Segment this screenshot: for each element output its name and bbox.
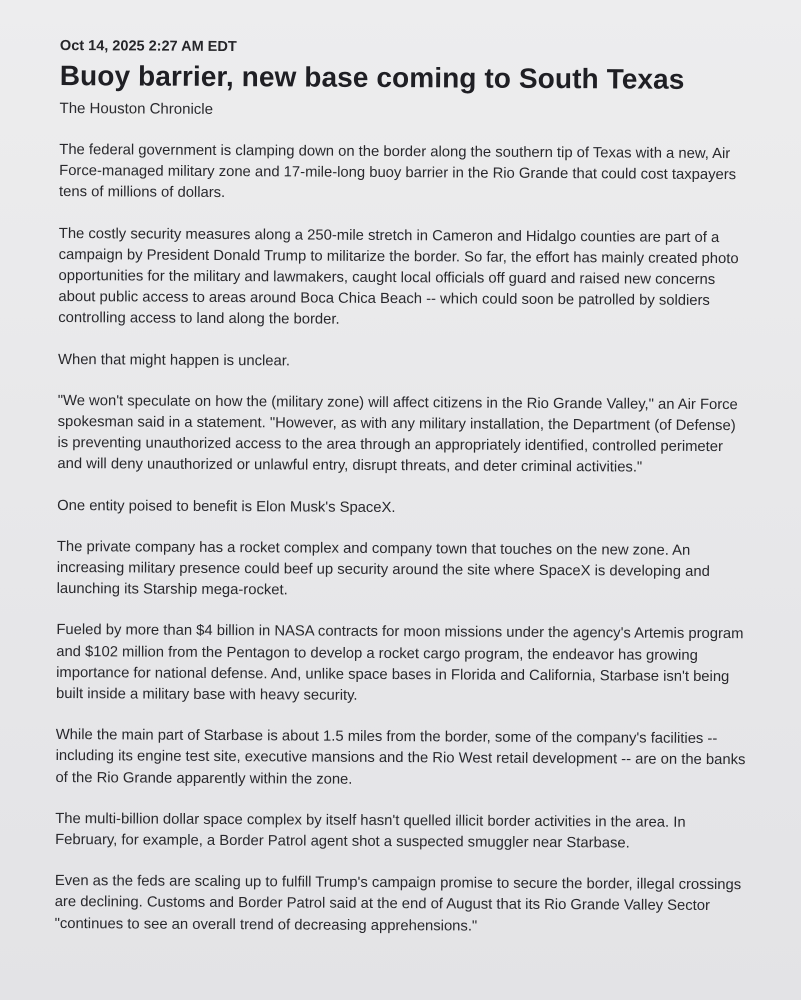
article-paragraph: When that might happen is unclear.: [57, 351, 291, 370]
article-dateline: Oct 14, 2025 2:27 AM EDT: [59, 38, 237, 56]
article-source: The Houston Chronicle: [59, 99, 214, 118]
article-paragraph: The federal government is clamping down on the border along the southern tip of Texas with a new, Air Force-managed military zone and 17-mile-long buoy barrier in the Rio Grande that could cost taxpayers tens of millions of dollars.: [59, 141, 737, 202]
article-paragraph: "We won't speculate on how the (military zone) will affect citizens in the Rio Grande Valley," an Air Force spokesman said in a statement. "However, as with any military installation, the Department (of Defense) is preventing unauthorized access to the area through an appropriately identified, controlled perimeter and will deny unauthorized or unlawful entry, disrupt threats, and deter criminal activities.": [57, 392, 738, 477]
article-paragraph: The multi-billion dollar space complex by itself hasn't quelled illicit border activities in the area. In February, for example, a Border Patrol agent shot a suspected smuggler near Starbase.: [55, 810, 686, 852]
article-paragraph: One entity poised to benefit is Elon Musk's SpaceX.: [57, 497, 396, 516]
article-paragraph: The private company has a rocket complex and company town that touches on the new zone. An increasing military presence could beef up security around the site where SpaceX is developing and launching its Starship mega-rocket.: [56, 538, 710, 599]
article: [54, 38, 750, 959]
article-paragraph: While the main part of Starbase is about 1.5 miles from the border, some of the company's facilities -- including its engine test site, executive mansions and the Rio West retail development -- are on the banks of the Rio Grande apparently within the zone.: [55, 727, 746, 788]
article-paragraph: Even as the feds are scaling up to fulfill Trump's campaign promise to secure the border, illegal crossings are declining. Customs and Border Patrol said at the end of August that its Rio Grande Valley Sector "continues to see an overall trend of decreasing apprehensions.": [54, 873, 742, 935]
article-paragraph: The costly security measures along a 250-mile stretch in Cameron and Hidalgo counties are part of a campaign by President Donald Trump to militarize the border. So far, the effort has mainly created photo opportunities for the military and lawmakers, caught local officials off guard and raised new concerns about public access to areas around Boca Chica Beach -- which could soon be patrolled by soldiers controlling access to land along the border.: [58, 225, 739, 329]
article-headline: Buoy barrier, new base coming to South Texas: [59, 59, 685, 95]
article-paragraph: Fueled by more than $4 billion in NASA contracts for moon missions under the agency's Artemis program and $102 million from the Pentagon to develop a rocket cargo program, the endeavor has growing importance for national defense. And, unlike space bases in Florida and California, Starbase isn't being built inside a military base with heavy security.: [55, 622, 744, 704]
